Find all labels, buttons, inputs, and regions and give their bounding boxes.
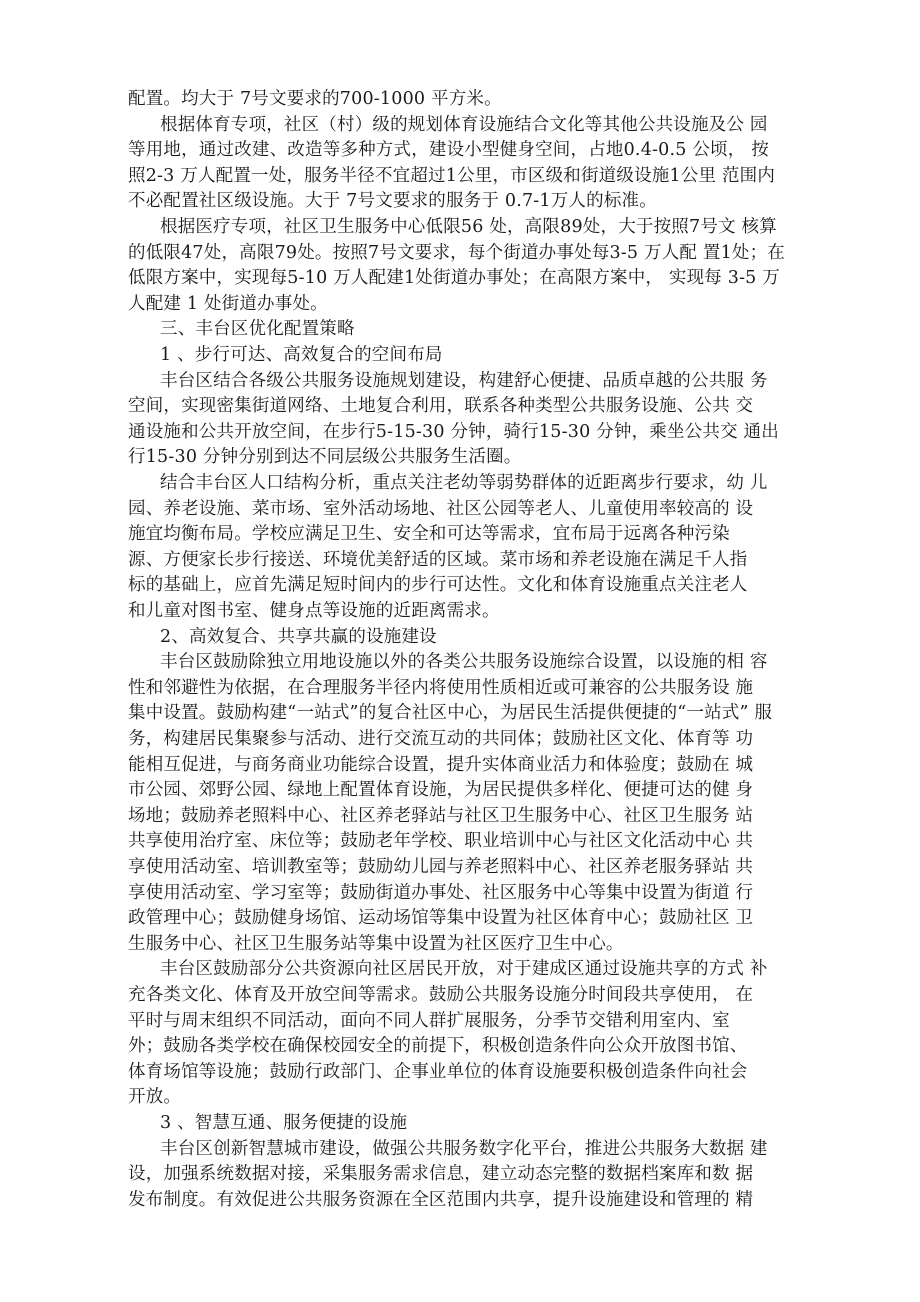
text-line: 2、高效复合、共享共赢的设施建设 <box>160 626 437 647</box>
text-line: 发布制度。有效促进公共服务资源在全区范围内共享，提升设施建设和管理的 精 <box>128 1189 754 1210</box>
text-line: 务，构建居民集聚参与活动、进行交流互动的共同体；鼓励社区文化、体育等 功 <box>128 729 754 749</box>
text-line: 1 、步行可达、高效复合的空间布局 <box>160 345 443 365</box>
text-line: 集中设置。鼓励构建“一站式”的复合社区中心，为居民生活提供便捷的“一站式” 服 <box>128 703 773 724</box>
text-line: 享使用活动室、培训教室等；鼓励幼儿园与养老照料中心、社区养老服务驿站 共 <box>128 857 754 877</box>
text-line: 源、方便家长步行接送、环境优美舒适的区域。菜市场和养老设施在满足千人指 <box>128 549 748 570</box>
text-line: 市公园、郊野公园、绿地上配置体育设施，为居民提供多样化、便捷可达的健 身 <box>128 780 754 801</box>
text-line: 设，加强系统数据对接，采集服务需求信息，建立动态完整的数据档案库和数 据 <box>128 1164 754 1185</box>
text-line: 生服务中心、社区卫生服务站等集中设置为社区医疗卫生中心。 <box>128 933 624 954</box>
text-line: 园、养老设施、菜市场、室外活动场地、社区公园等老人、儿童使用率较高的 设 <box>128 498 754 519</box>
text-line: 政管理中心；鼓励健身场馆、运动场馆等集中设置为社区体育中心；鼓励社区 卫 <box>128 908 754 929</box>
text-line: 根据医疗专项，社区卫生服务中心低限56 处，高限89处，大于按照7号文 核算 <box>160 217 777 237</box>
text-line: 和儿童对图书室、健身点等设施的近距离需求。 <box>128 601 500 621</box>
text-line: 享使用活动室、学习室等；鼓励街道办事处、社区服务中心等集中设置为街道 行 <box>128 882 754 903</box>
text-line: 人配建 1 处街道办事处。 <box>128 293 328 314</box>
text-line: 丰台区创新智慧城市建设，做强公共服务数字化平台，推进公共服务大数据 建 <box>160 1138 768 1159</box>
text-line: 体育场馆等设施；鼓励行政部门、企事业单位的体育设施要积极创造条件向社会 <box>128 1061 748 1082</box>
text-line: 共享使用治疗室、床位等；鼓励老年学校、职业培训中心与社区文化活动中心 共 <box>128 831 754 852</box>
text-line: 外；鼓励各类学校在确保校园安全的前提下，积极创造条件向公众开放图书馆、 <box>128 1036 748 1057</box>
text-line: 3 、智慧互通、服务便捷的设施 <box>160 1113 408 1133</box>
text-line: 通设施和公共开放空间，在步行5-15-30 分钟，骑行15-30 分钟，乘坐公共交 通出 <box>128 421 779 442</box>
text-line: 场地；鼓励养老照料中心、社区养老驿站与社区卫生服务中心、社区卫生服务 站 <box>128 805 754 826</box>
text-line: 空间，实现密集街道网络、土地复合利用，联系各种类型公共服务设施、公共 交 <box>128 396 754 417</box>
text-line: 的低限47处，高限79处。按照7号文要求，每个街道办事处每3-5 万人配 置1处；在 <box>128 242 786 263</box>
text-line: 结合丰台区人口结构分析，重点关注老幼等弱势群体的近距离步行要求，幼 儿 <box>160 473 768 493</box>
text-line: 根据体育专项，社区（村）级的规划体育设施结合文化等其他公共设施及公 园 <box>160 114 768 135</box>
text-line: 能相互促进，与商务商业功能综合设置，提升实体商业活力和体验度；鼓励在 城 <box>128 754 754 775</box>
text-line: 丰台区鼓励除独立用地设施以外的各类公共服务设施综合设置，以设施的相 容 <box>160 652 768 673</box>
text-line: 平时与周末组织不同活动，面向不同人群扩展服务，分季节交错利用室内、室 <box>128 1010 730 1031</box>
text-line: 施宜均衡布局。学校应满足卫生、安全和可达等需求，宜布局于远离各种污染 <box>128 524 730 545</box>
text-line: 开放。 <box>128 1087 182 1108</box>
text-line: 三、丰台区优化配置策略 <box>160 319 355 340</box>
text-line: 丰台区鼓励部分公共资源向社区居民开放，对于建成区通过设施共享的方式 补 <box>160 959 768 980</box>
text-line: 等用地，通过改建、改造等多种方式，建设小型健身空间，占地0.4-0.5 公顷， 按 <box>128 140 769 161</box>
text-line: 充各类文化、体育及开放空间等需求。鼓励公共服务设施分时间段共享使用， 在 <box>128 985 754 1005</box>
text-line: 标的基础上，应首先满足短时间内的步行可达性。文化和体育设施重点关注老人 <box>128 575 748 596</box>
text-line: 不必配置社区级设施。大于 7号文要求的服务于 0.7-1万人的标准。 <box>128 191 657 212</box>
text-line: 配置。均大于 7号文要求的700-1000 平方米。 <box>128 89 502 109</box>
text-line: 行15-30 分钟分别到达不同层级公共服务生活圈。 <box>128 447 522 468</box>
text-line: 照2-3 万人配置一处，服务半径不宜超过1公里，市区级和街道级设施1公里 范围内 <box>128 165 776 186</box>
text-line: 性和邻避性为依据，在合理服务半径内将使用性质相近或可兼容的公共服务设 施 <box>128 677 754 698</box>
text-line: 低限方案中，实现每5-10 万人配建1处街道办事处；在高限方案中， 实现每 3-5 万 <box>128 268 780 289</box>
text-line: 丰台区结合各级公共服务设施规划建设，构建舒心便捷、品质卓越的公共服 务 <box>160 370 768 391</box>
